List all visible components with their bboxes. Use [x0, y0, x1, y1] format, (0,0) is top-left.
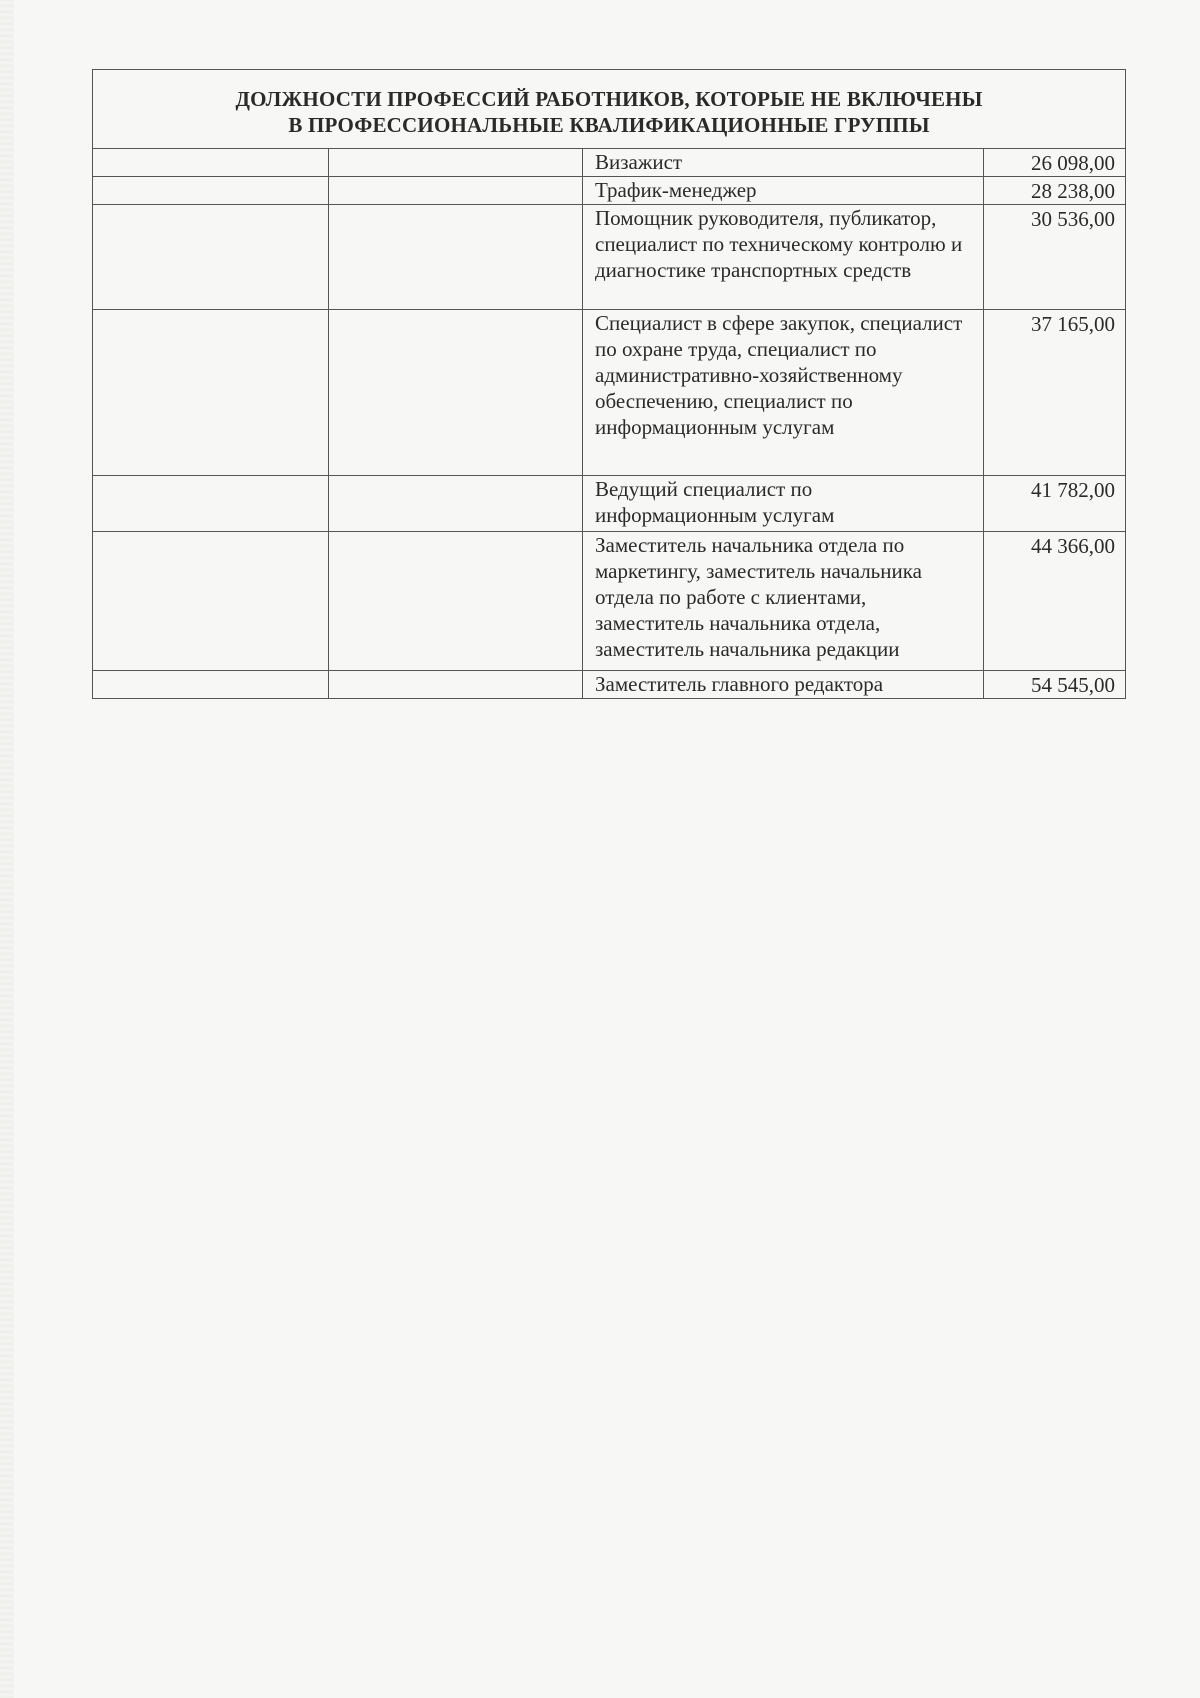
empty-cell: [93, 671, 329, 699]
empty-cell: [93, 205, 329, 310]
position-cell: Заместитель главного редактора: [583, 671, 984, 699]
positions-table: [92, 69, 1126, 699]
empty-cell: [93, 310, 329, 476]
salary-cell: 28 238,00: [984, 177, 1126, 205]
empty-cell: [93, 149, 329, 177]
salary-cell: 37 165,00: [984, 310, 1126, 476]
table-row: [93, 177, 1126, 205]
empty-cell: [93, 476, 329, 532]
position-cell: Ведущий специалист по информационным услугам: [583, 476, 984, 532]
empty-cell: [329, 476, 583, 532]
empty-cell: [329, 177, 583, 205]
salary-cell: 44 366,00: [984, 532, 1126, 671]
empty-cell: [93, 532, 329, 671]
salary-cell: 54 545,00: [984, 671, 1126, 699]
table-row: [93, 205, 1126, 310]
empty-cell: [93, 177, 329, 205]
position-cell: Специалист в сфере закупок, специалист по охране труда, специалист по административно-хозяйственному обеспечению, специалист по информационным услугам: [583, 310, 984, 476]
salary-cell: 30 536,00: [984, 205, 1126, 310]
table-row: [93, 476, 1126, 532]
empty-cell: [329, 149, 583, 177]
table-row: [93, 149, 1126, 177]
empty-cell: [329, 310, 583, 476]
table-row: [93, 310, 1126, 476]
table-row: [93, 671, 1126, 699]
position-cell: Заместитель начальника отдела по маркетингу, заместитель начальника отдела по работе с клиентами, заместитель начальника отдела, заместитель начальника редакции: [583, 532, 984, 671]
heading-line-2: В ПРОФЕССИОНАЛЬНЫЕ КВАЛИФИКАЦИОННЫЕ ГРУППЫ: [288, 113, 930, 137]
empty-cell: [329, 532, 583, 671]
position-cell: Визажист: [583, 149, 984, 177]
table-heading-row: [93, 70, 1126, 149]
heading-line-1: ДОЛЖНОСТИ ПРОФЕССИЙ РАБОТНИКОВ, КОТОРЫЕ НЕ ВКЛЮЧЕНЫ: [235, 87, 983, 111]
position-cell: Помощник руководителя, публикатор, специалист по техническому контролю и диагностике транспортных средств: [583, 205, 984, 310]
empty-cell: [329, 205, 583, 310]
table-row: [93, 532, 1126, 671]
empty-cell: [329, 671, 583, 699]
salary-cell: 26 098,00: [984, 149, 1126, 177]
salary-cell: 41 782,00: [984, 476, 1126, 532]
table-heading: [93, 70, 1126, 149]
position-cell: Трафик-менеджер: [583, 177, 984, 205]
scan-edge: [0, 0, 14, 1698]
